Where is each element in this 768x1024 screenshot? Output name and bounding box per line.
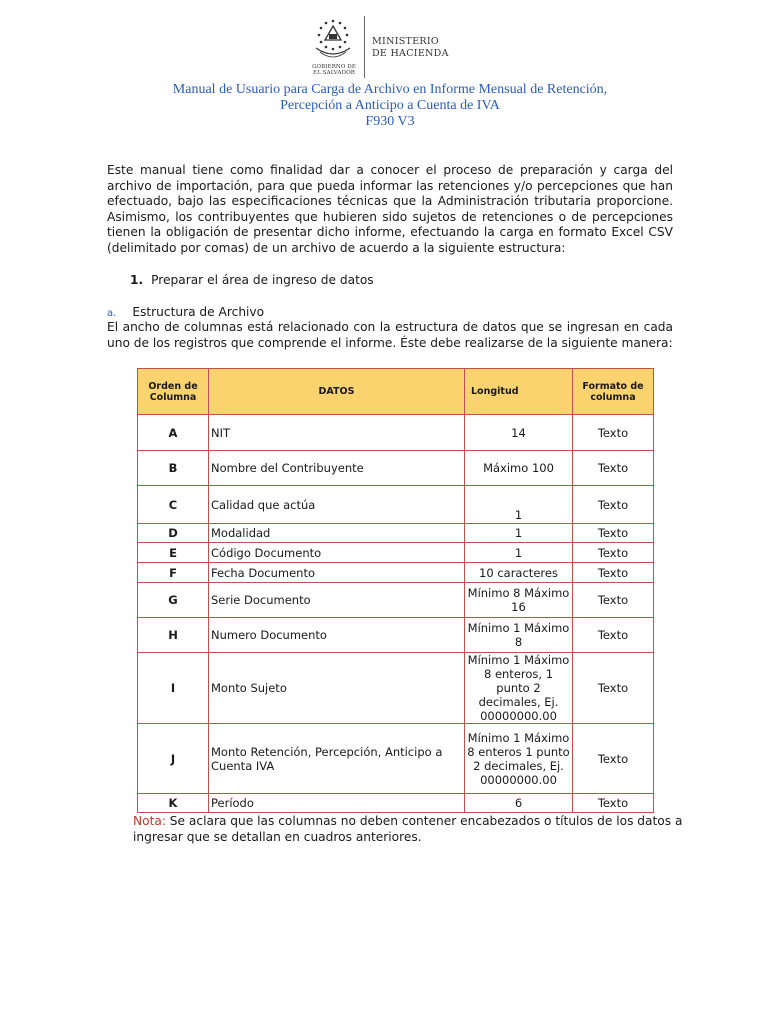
header-formato: Formato de columna [573,369,654,415]
table-row [138,583,654,618]
title-line-3: F930 V3 [365,114,415,129]
cell-col: A [138,415,209,451]
cell-col: J [138,724,209,794]
table-header-row [138,369,654,415]
cell-longitud: 6 [465,794,573,813]
cell-col: H [138,618,209,653]
table-row [138,618,654,653]
table-row [138,543,654,563]
intro-paragraph: Este manual tiene como finalidad dar a conocer el proceso de preparación y carga del archivo de importación, para que pueda informar las retenciones y/o percepciones que han efectuado, bajo las especificaciones técnicas que la Administración tributaria proporcione. Asimismo, los contribuyentes que hubieren sido sujetos de retenciones o de percepciones tienen la obligación de presentar dicho informe, efectuando la carga en formato Excel CSV (delimitado por comas) de un archivo de acuerdo a la siguiente estructura: [107,163,673,255]
header-longitud: Longitud [465,369,573,415]
table-row [138,563,654,583]
cell-formato: Texto [573,415,654,451]
step-1-number: 1. [130,273,144,287]
cell-col: G [138,583,209,618]
cell-formato: Texto [573,451,654,486]
cell-dato: Monto Retención, Percepción, Anticipo a Cuenta IVA [209,724,465,794]
cell-longitud: Mínimo 1 Máximo 8 enteros, 1 punto 2 decimales, Ej. 00000000.00 [465,653,573,724]
cell-dato: Calidad que actúa [209,486,465,524]
table-row [138,486,654,524]
cell-longitud: 14 [465,415,573,451]
cell-formato: Texto [573,524,654,543]
cell-col: D [138,524,209,543]
logo-divider [364,16,365,78]
header-datos: DATOS [209,369,465,415]
table-row [138,415,654,451]
cell-formato: Texto [573,486,654,524]
table-row [138,524,654,543]
cell-formato: Texto [573,618,654,653]
table-row [138,794,654,813]
cell-formato: Texto [573,563,654,583]
document-title [0,82,768,130]
subsection-letter: a. [107,308,117,319]
cell-longitud: Mínimo 1 Máximo 8 [465,618,573,653]
column-width-paragraph: El ancho de columnas está relacionado con la estructura de datos que se ingresan en cada uno de los registros que comprende el informe. Éste debe realizarse de la siguiente manera: [107,320,673,350]
cell-formato: Texto [573,724,654,794]
cell-longitud: Máximo 100 [465,451,573,486]
cell-dato: Período [209,794,465,813]
cell-dato: Código Documento [209,543,465,563]
header-orden: Orden de Columna [138,369,209,415]
cell-dato: Monto Sujeto [209,653,465,724]
ministry-logo [308,14,478,80]
cell-formato: Texto [573,543,654,563]
cell-col: K [138,794,209,813]
cell-col: F [138,563,209,583]
cell-dato: Modalidad [209,524,465,543]
cell-formato: Texto [573,583,654,618]
step-1-label: Preparar el área de ingreso de datos [151,273,374,287]
cell-longitud: Mínimo 1 Máximo 8 enteros 1 punto 2 decimales, Ej. 00000000.00 [465,724,573,794]
note-text: Se aclara que las columnas no deben contener encabezados o títulos de los datos a ingresar que se detallan en cuadros anteriores. [133,814,683,844]
cell-dato: Serie Documento [209,583,465,618]
cell-dato: Nombre del Contribuyente [209,451,465,486]
coat-of-arms-icon [308,18,358,64]
cell-longitud: 10 caracteres [465,563,573,583]
government-label: GOBIERNO DE EL SALVADOR [312,64,356,76]
cell-formato: Texto [573,653,654,724]
title-line-2: Percepción a Anticipo a Cuenta de IVA [280,98,500,113]
cell-dato: Fecha Documento [209,563,465,583]
subsection-a-heading [107,305,264,321]
cell-longitud: 1 [465,543,573,563]
cell-longitud: Mínimo 8 Máximo 16 [465,583,573,618]
table-row [138,451,654,486]
cell-col: E [138,543,209,563]
cell-dato: Numero Documento [209,618,465,653]
table-row [138,653,654,724]
cell-col: B [138,451,209,486]
ministry-name: MINISTERIO DE HACIENDA [372,36,449,59]
file-structure-table [137,368,654,813]
title-line-1: Manual de Usuario para Carga de Archivo en Informe Mensual de Retención, [172,82,608,97]
note-paragraph [133,813,693,845]
step-1-heading [130,273,374,288]
cell-dato: NIT [209,415,465,451]
table-row [138,724,654,794]
cell-longitud: 1 [465,486,573,524]
cell-formato: Texto [573,794,654,813]
cell-col: I [138,653,209,724]
cell-longitud: 1 [465,524,573,543]
cell-col: C [138,486,209,524]
note-label: Nota: [133,814,166,828]
subsection-label: Estructura de Archivo [132,305,265,319]
